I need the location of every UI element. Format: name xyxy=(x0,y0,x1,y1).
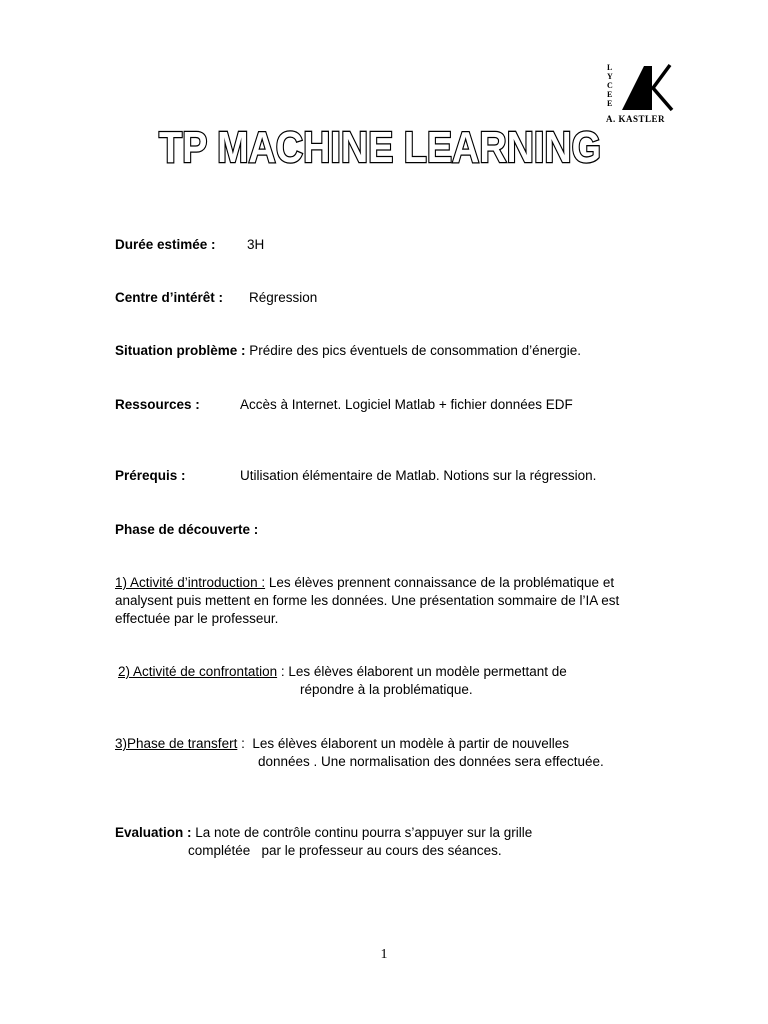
activity-confrontation-line: Les élèves élaborent un modèle permettant de xyxy=(288,664,567,679)
ressources-label: Ressources : xyxy=(115,397,200,412)
ressources-row xyxy=(115,396,573,414)
ressources-value: Accès à Internet. Logiciel Matlab + fichier données EDF xyxy=(240,397,573,412)
evaluation-line: complétée par le professeur au cours des séances. xyxy=(188,843,502,858)
logo-k-arms xyxy=(653,65,672,110)
duree-value: 3H xyxy=(247,237,265,252)
page-number: 1 xyxy=(380,947,388,962)
activity-transfert-line: données . Une normalisation des données sera effectuée. xyxy=(258,754,604,769)
phase-decouverte-heading: Phase de découverte : xyxy=(115,522,259,537)
duree-label: Durée estimée : xyxy=(115,237,216,252)
logo-k-stem xyxy=(644,66,652,110)
school-logo xyxy=(604,60,676,128)
activity-confrontation xyxy=(118,663,567,699)
activity-confrontation-line: répondre à la problématique. xyxy=(300,682,473,697)
activity-intro-line: analysent puis mettent en forme les données. Une présentation sommaire de l’IA est xyxy=(115,593,620,608)
centre-row xyxy=(115,289,318,307)
activity-transfert xyxy=(115,735,604,771)
activity-intro-label: 1) Activité d’introduction : xyxy=(115,575,266,590)
centre-value: Régression xyxy=(249,290,318,305)
activity-intro-line: Les élèves prennent connaissance de la problématique et xyxy=(268,575,615,590)
logo-vertical-letter: L xyxy=(607,63,613,72)
situation-label: Situation problème : xyxy=(115,343,246,358)
activity-intro xyxy=(115,574,619,628)
prerequis-row xyxy=(115,467,597,485)
page-title xyxy=(155,118,605,178)
activity-confrontation-label: 2) Activité de confrontation xyxy=(118,664,278,679)
logo-vertical-letter: Y xyxy=(607,72,613,81)
situation-value: Prédire des pics éventuels de consommation d’énergie. xyxy=(249,343,581,358)
activity-transfert-sep: : xyxy=(237,736,245,751)
logo-triangle xyxy=(622,66,644,110)
evaluation-line: La note de contrôle continu pourra s’appuyer sur la grille xyxy=(195,825,533,840)
logo-vertical-letter: C xyxy=(607,81,613,90)
duree-row xyxy=(115,236,265,254)
activity-transfert-label: 3)Phase de transfert xyxy=(115,736,238,751)
activity-transfert-line: Les élèves élaborent un modèle à partir de nouvelles xyxy=(252,736,570,751)
prerequis-label: Prérequis : xyxy=(115,468,186,483)
page-title-text: TP MACHINE LEARNING xyxy=(159,123,601,172)
evaluation-label: Evaluation : xyxy=(115,825,192,840)
situation-row xyxy=(115,342,581,360)
logo-vertical-letter: E xyxy=(607,99,613,108)
evaluation xyxy=(115,824,532,860)
activity-confrontation-sep: : xyxy=(277,664,285,679)
logo-bottom-text: A. KASTLER xyxy=(606,114,666,124)
prerequis-value: Utilisation élémentaire de Matlab. Notions sur la régression. xyxy=(240,468,597,483)
centre-label: Centre d’intérêt : xyxy=(115,290,224,305)
activity-intro-line: effectuée par le professeur. xyxy=(115,611,279,626)
logo-vertical-letter: E xyxy=(607,90,613,99)
